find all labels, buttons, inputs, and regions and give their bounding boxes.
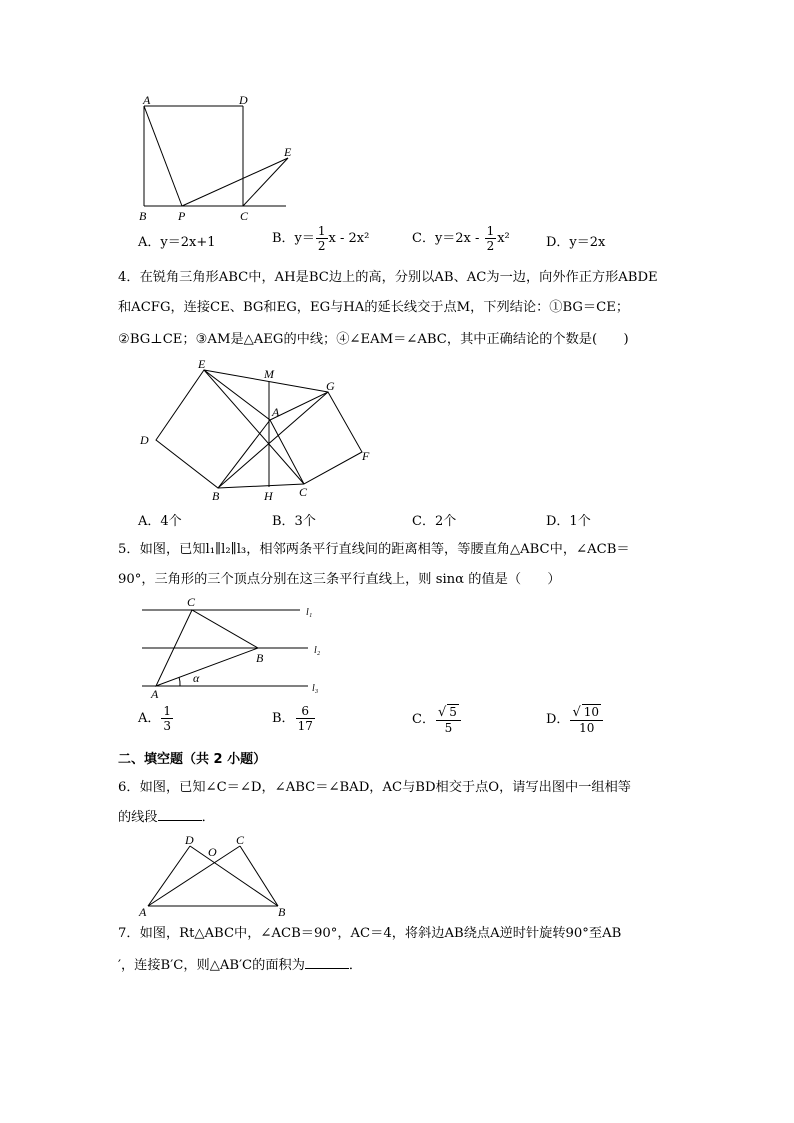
q5-angle-alpha-arc [179,677,180,686]
q5-option-a-numerator: 1 [163,704,172,718]
q5-option-c [412,704,462,735]
q6-label-a: A [139,905,147,919]
q5-option-c-numerator: √ 5 [436,704,461,721]
q7-answer-blank[interactable] [305,968,349,969]
q7-line-2-prefix: ′，连接B′C，则△AB′C的面积为 [118,958,305,973]
q3-option-c-prefix: C．y＝2x - [412,231,484,246]
q5-option-b-prefix: B． [272,711,295,726]
q6-answer-blank[interactable] [158,820,202,821]
q4-option-d: D．1个 [546,514,591,529]
q5-label-alpha: α [193,671,200,685]
q4-line-2: 和ACFG，连接CE、BG和EG，EG与HA的延长线交于点M，下列结论：①BG＝CE； [118,300,630,315]
q6-seg-ac [148,846,240,906]
q6-seg-bc [240,846,278,906]
q6-label-b: B [278,905,286,919]
q5-label-c: C [187,595,196,609]
q3-option-c-denominator: 2 [486,239,495,253]
q5-option-b [272,704,316,733]
q5-line-1: 5．如图，已知l₁∥l₂∥l₃，相邻两条平行直线间的距离相等，等腰直角△ABC中，∠ACB＝ [118,542,630,557]
q7-line-2-suffix: ． [348,958,363,973]
q3-label-d: D [239,93,248,107]
q5-option-c-fraction [436,704,461,735]
q5-label-l2: l₂ [314,645,321,656]
q3-option-b-fraction [316,224,328,253]
q5-option-d-fraction [570,704,603,735]
q6-line-2 [118,808,678,828]
q6-label-o: O [208,845,217,859]
q3-label-a: A [143,93,151,107]
q5-option-d-radicand: 10 [583,705,600,719]
q3-option-a: A．y＝2x+1 [138,235,216,250]
q6-label-c: C [236,833,245,847]
q5-label-l3: l₃ [312,683,319,694]
q4-square-abde [156,370,270,488]
q5-option-a-prefix: A． [138,711,161,726]
q3-seg-pe [182,158,288,206]
q6-line-2-suffix: ． [201,810,215,825]
q4-line-1: 4．在锐角三角形ABC中，AH是BC边上的高，分别以AB、AC为一边，向外作正方形ABDE [118,270,658,285]
q5-option-b-denominator: 17 [297,719,313,733]
q5-option-d-prefix: D． [546,712,570,727]
q4-option-c: C．2个 [412,514,457,529]
q4-label-f: F [362,449,370,463]
q4-figure [136,356,380,506]
q3-figure [136,92,296,224]
q4-line-3: ②BG⊥CE；③AM是△AEG的中线；④∠EAM＝∠ABC，其中正确结论的个数是( ) [118,332,629,347]
q5-option-c-radicand: 5 [449,705,457,719]
q5-label-l1: l₁ [306,607,313,618]
q4-seg-ce [204,370,304,484]
q3-option-c-fraction [485,224,497,253]
q4-label-m: M [264,367,274,381]
q7-line-2 [118,956,678,976]
q4-label-d: D [140,433,149,447]
q6-seg-bd [190,846,278,906]
q4-label-h: H [264,489,273,503]
q3-option-b [272,224,369,253]
q3-option-c-numerator: 1 [486,224,495,238]
q3-option-d: D．y＝2x [546,235,606,250]
q6-line-1: 6．如图，已知∠C＝∠D，∠ABC＝∠BAD，AC与BD相交于点O，请写出图中一组相等 [118,780,631,795]
q6-seg-ad [148,846,190,906]
q4-option-b: B．3个 [272,514,316,529]
q6-line-2-prefix: 的线段 [118,810,158,825]
q4-label-g: G [326,379,335,393]
q6-figure [136,830,296,920]
q3-seg-ap [144,106,182,206]
q3-option-b-suffix: x - 2x² [328,231,370,246]
q3-option-b-denominator: 2 [317,239,326,253]
q5-label-b: B [256,651,264,665]
q5-option-a [138,704,174,733]
q5-option-d-denominator: 10 [579,721,595,735]
q5-option-b-fraction [296,704,315,733]
q5-option-c-prefix: C． [412,712,435,727]
q4-label-b: B [212,489,220,503]
q3-seg-ce [243,158,288,206]
q3-label-b: B [139,209,147,223]
q3-option-c [412,224,510,253]
q3-option-b-prefix: B．y＝ [272,231,315,246]
q3-label-p: P [178,209,186,223]
q7-line-1: 7．如图，Rt△ABC中，∠ACB＝90°，AC＝4，将斜边AB绕点A逆时针旋转90°至AB [118,926,622,941]
q5-option-a-fraction [161,704,173,733]
q5-option-b-numerator: 6 [296,704,315,719]
q3-option-b-numerator: 1 [317,224,326,238]
q5-option-c-denominator: 5 [444,721,453,735]
q4-square-acfg [270,392,362,484]
q4-option-a: A．4个 [138,514,182,529]
q5-line-2: 90°，三角形的三个顶点分别在这三条平行直线上，则 sinα 的值是（ ） [118,572,561,587]
q3-option-c-suffix: x² [497,231,510,246]
q4-label-e: E [198,357,206,371]
q5-option-d [546,704,604,735]
section-title-fill-blank: 二、填空题（共 2 小题） [118,752,267,767]
q5-option-d-numerator: √ 10 [570,704,603,721]
q5-label-a: A [151,687,159,700]
q4-seg-bc [218,484,304,488]
q4-label-a: A [272,405,280,419]
q6-label-d: D [185,833,194,847]
q5-figure [136,594,336,700]
q3-label-e: E [284,145,292,159]
q4-label-c: C [299,485,308,499]
q3-label-c: C [240,209,249,223]
q5-option-a-denominator: 3 [163,719,172,733]
